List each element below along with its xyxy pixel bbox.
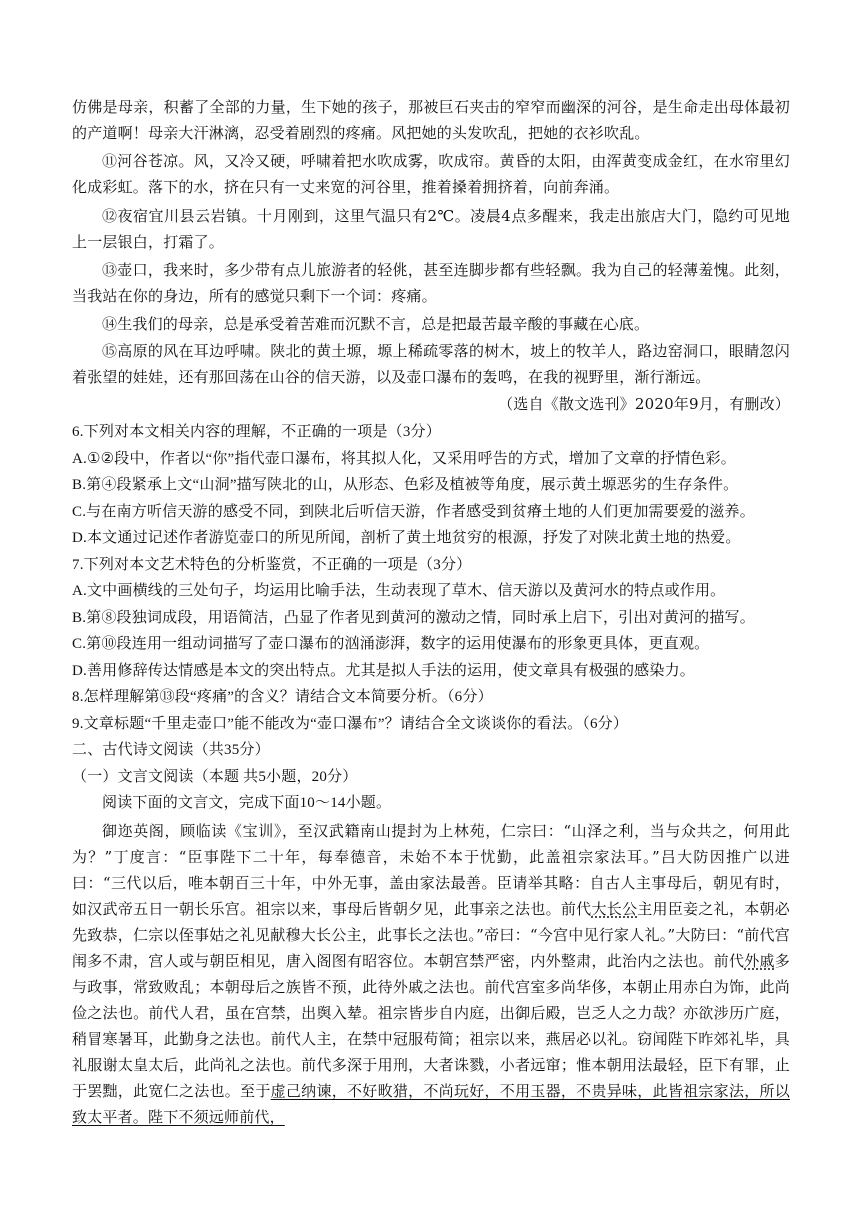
- section-2-instruction: 阅读下面的文言文，完成下面10～14小题。: [102, 795, 392, 811]
- question-9: 9.文章标题“千里走壶口”能不能改为“壶口瀑布”？请结合全文谈谈你的看法。（6分）: [72, 715, 629, 732]
- question-7: 7.下列对本文艺术特色的分析鉴赏，不正确的一项是（3分）: [72, 556, 472, 573]
- question-7-option-c: C.第⑩段连用一组动词描写了壶口瀑布的汹涌澎湃，数字的运用使瀑布的形象更具体，更直观。: [72, 636, 710, 652]
- classical-text-part: 多与政事，常致败乱；本朝母后之族皆不预，此待外戚之法也。前代宫室多尚华侈，本朝止用赤白为饰，此尚俭之法也。前代人君，虽在宫禁，出舆入辇。祖宗皆步自内庭，出御后殿，岂乏人之力哉？亦欲涉历广庭，稍冒寒暑耳，此勤身之法也。前代人主，在禁中冠服苟简；祖宗以来，燕居必以礼。窃闻陛下昨郊礼毕，具礼服谢太皇太后，此尚礼之法也。前代多深于用刑，大者诛戮，小者远窜；惟本朝用法最轻，臣下有罪，止于罢黜，此宽仁之法也。至于: [72, 952, 790, 1100]
- question-7-option-a: A.文中画横线的三处句子，均运用比喻手法，生动表现了草木、信天游以及黄河水的特点或作用。: [72, 583, 726, 599]
- dotted-term-waiqi: 外戚: [744, 952, 775, 970]
- classical-text-part: 御迩英阁，顾临读《宝训》，至汉武籍南山提封为上林苑，仁宗曰：“山泽之利，当与众共之，何用此为？”丁度言：“臣事陛下二十年，每奉德音，未始不本于忧勤，此盖祖宗家法耳。”吕大防因推广以进曰：“三代以后，唯本朝百三十年，中外无事，盖由家法最善。臣请举其略：自古人主事母后，朝见有时，如汉武帝五日一朝长乐宫。祖宗以来，事母后皆朝夕见，此事亲之法也。前代: [72, 822, 790, 918]
- section-2-heading: 二、古代诗文阅读（共35分）: [72, 742, 270, 758]
- essay-source: （选自《散文选刊》2020年9月，有删改）: [498, 395, 790, 413]
- essay-paragraph-11: ⑪河谷苍凉。风，又冷又硬，呼啸着把水吹成雾，吹成帘。黄昏的太阳，由浑黄变成金红，在水帘里幻化成彩虹。落下的水，挤在只有一丈来宽的河谷里，推着搡着拥挤着，向前奔涌。: [72, 152, 790, 196]
- classical-text: [72, 818, 790, 1130]
- essay-paragraph-13: ⑬壶口，我来时，多少带有点儿旅游者的轻佻，甚至连脚步都有些轻飘。我为自己的轻薄羞愧。此刻，当我站在你的身边，所有的感觉只剩下一个词：疼痛。: [72, 261, 790, 305]
- question-6: 6.下列对本文相关内容的理解，不正确的一项是（3分）: [72, 424, 441, 440]
- essay-paragraph-12: ⑫夜宿宜川县云岩镇。十月刚到，这里气温只有2℃。凌晨4点多醒来，我走出旅店大门，隐约可见地上一层银白，打霜了。: [72, 207, 790, 251]
- classical-text-part: 主用臣妾之礼，本朝必先致恭，仁宗以侄事姑之礼见献穆大长公主，此事长之法也。”帝曰：“今宫中见行家人礼。”大防曰：“前代宫闱多不肃，宫人或与朝臣相见，唐入阁图有昭容位。本朝宫禁严密，内外整肃，此治内之法也。前代: [72, 900, 790, 970]
- question-6-option-a: A.①②段中，作者以“你”指代壶口瀑布，将其拟人化，又采用呼告的方式，增加了文章的抒情色彩。: [72, 450, 736, 467]
- question-7-option-b: B.第⑧段独词成段，用语简洁，凸显了作者见到黄河的激动之情，同时承上启下，引出对黄河的描写。: [72, 609, 755, 626]
- question-6-option-b: B.第④段紧承上文“山洞”描写陕北的山，从形态、色彩及植被等角度，展示黄土塬恶劣的生存条件。: [72, 477, 739, 493]
- essay-paragraph-15: ⑮高原的风在耳边呼啸。陕北的黄土塬，塬上稀疏零落的树木，坡上的牧羊人，路边窑洞口，眼睛忽闪着张望的娃娃，还有那回荡在山谷的信天游，以及壶口瀑布的轰鸣，在我的视野里，渐行渐远。: [72, 342, 790, 386]
- questions-block: [72, 419, 790, 817]
- question-7-option-d: D.善用修辞传达情感是本文的突出特点。尤其是拟人手法的运用，使文章具有极强的感染力。: [72, 662, 695, 679]
- essay-paragraph-continued: 仿佛是母亲，积蓄了全部的力量，生下她的孩子，那被巨石夹击的窄窄而幽深的河谷，是生命走出母体最初的产道啊！母亲大汗淋漓，忍受着剧烈的疼痛。风把她的头发吹乱，把她的衣衫吹乱。: [72, 98, 790, 142]
- underlined-sentence: 虚己纳谏，不好畋猎，不尚玩好，不用玉器，不贵异味，此皆祖宗家法，所以致太平者。: [72, 1082, 790, 1126]
- dotted-term-princess: 大长公: [591, 900, 638, 918]
- question-6-option-c: C.与在南方听信天游的感受不同，到陕北后听信天游，作者感受到贫瘠土地的人们更加需要爱的滋养。: [72, 503, 755, 520]
- question-8: 8.怎样理解第⑬段“疼痛”的含义？请结合文本简要分析。（6分）: [72, 689, 493, 705]
- question-6-option-d: D.本文通过记述作者游览壶口的所见所闻，剖析了黄土地贫穷的根源，抒发了对陕北黄土地的热爱。: [72, 530, 741, 546]
- essay-paragraph-14: ⑭生我们的母亲，总是承受着苦难而沉默不言，总是把最苦最辛酸的事藏在心底。: [102, 315, 650, 333]
- section-2-subheading: （一）文言文阅读（本题 共5小题，20分）: [72, 768, 358, 785]
- underlined-sentence-continued: 陛下不须远师前代，: [148, 1108, 285, 1126]
